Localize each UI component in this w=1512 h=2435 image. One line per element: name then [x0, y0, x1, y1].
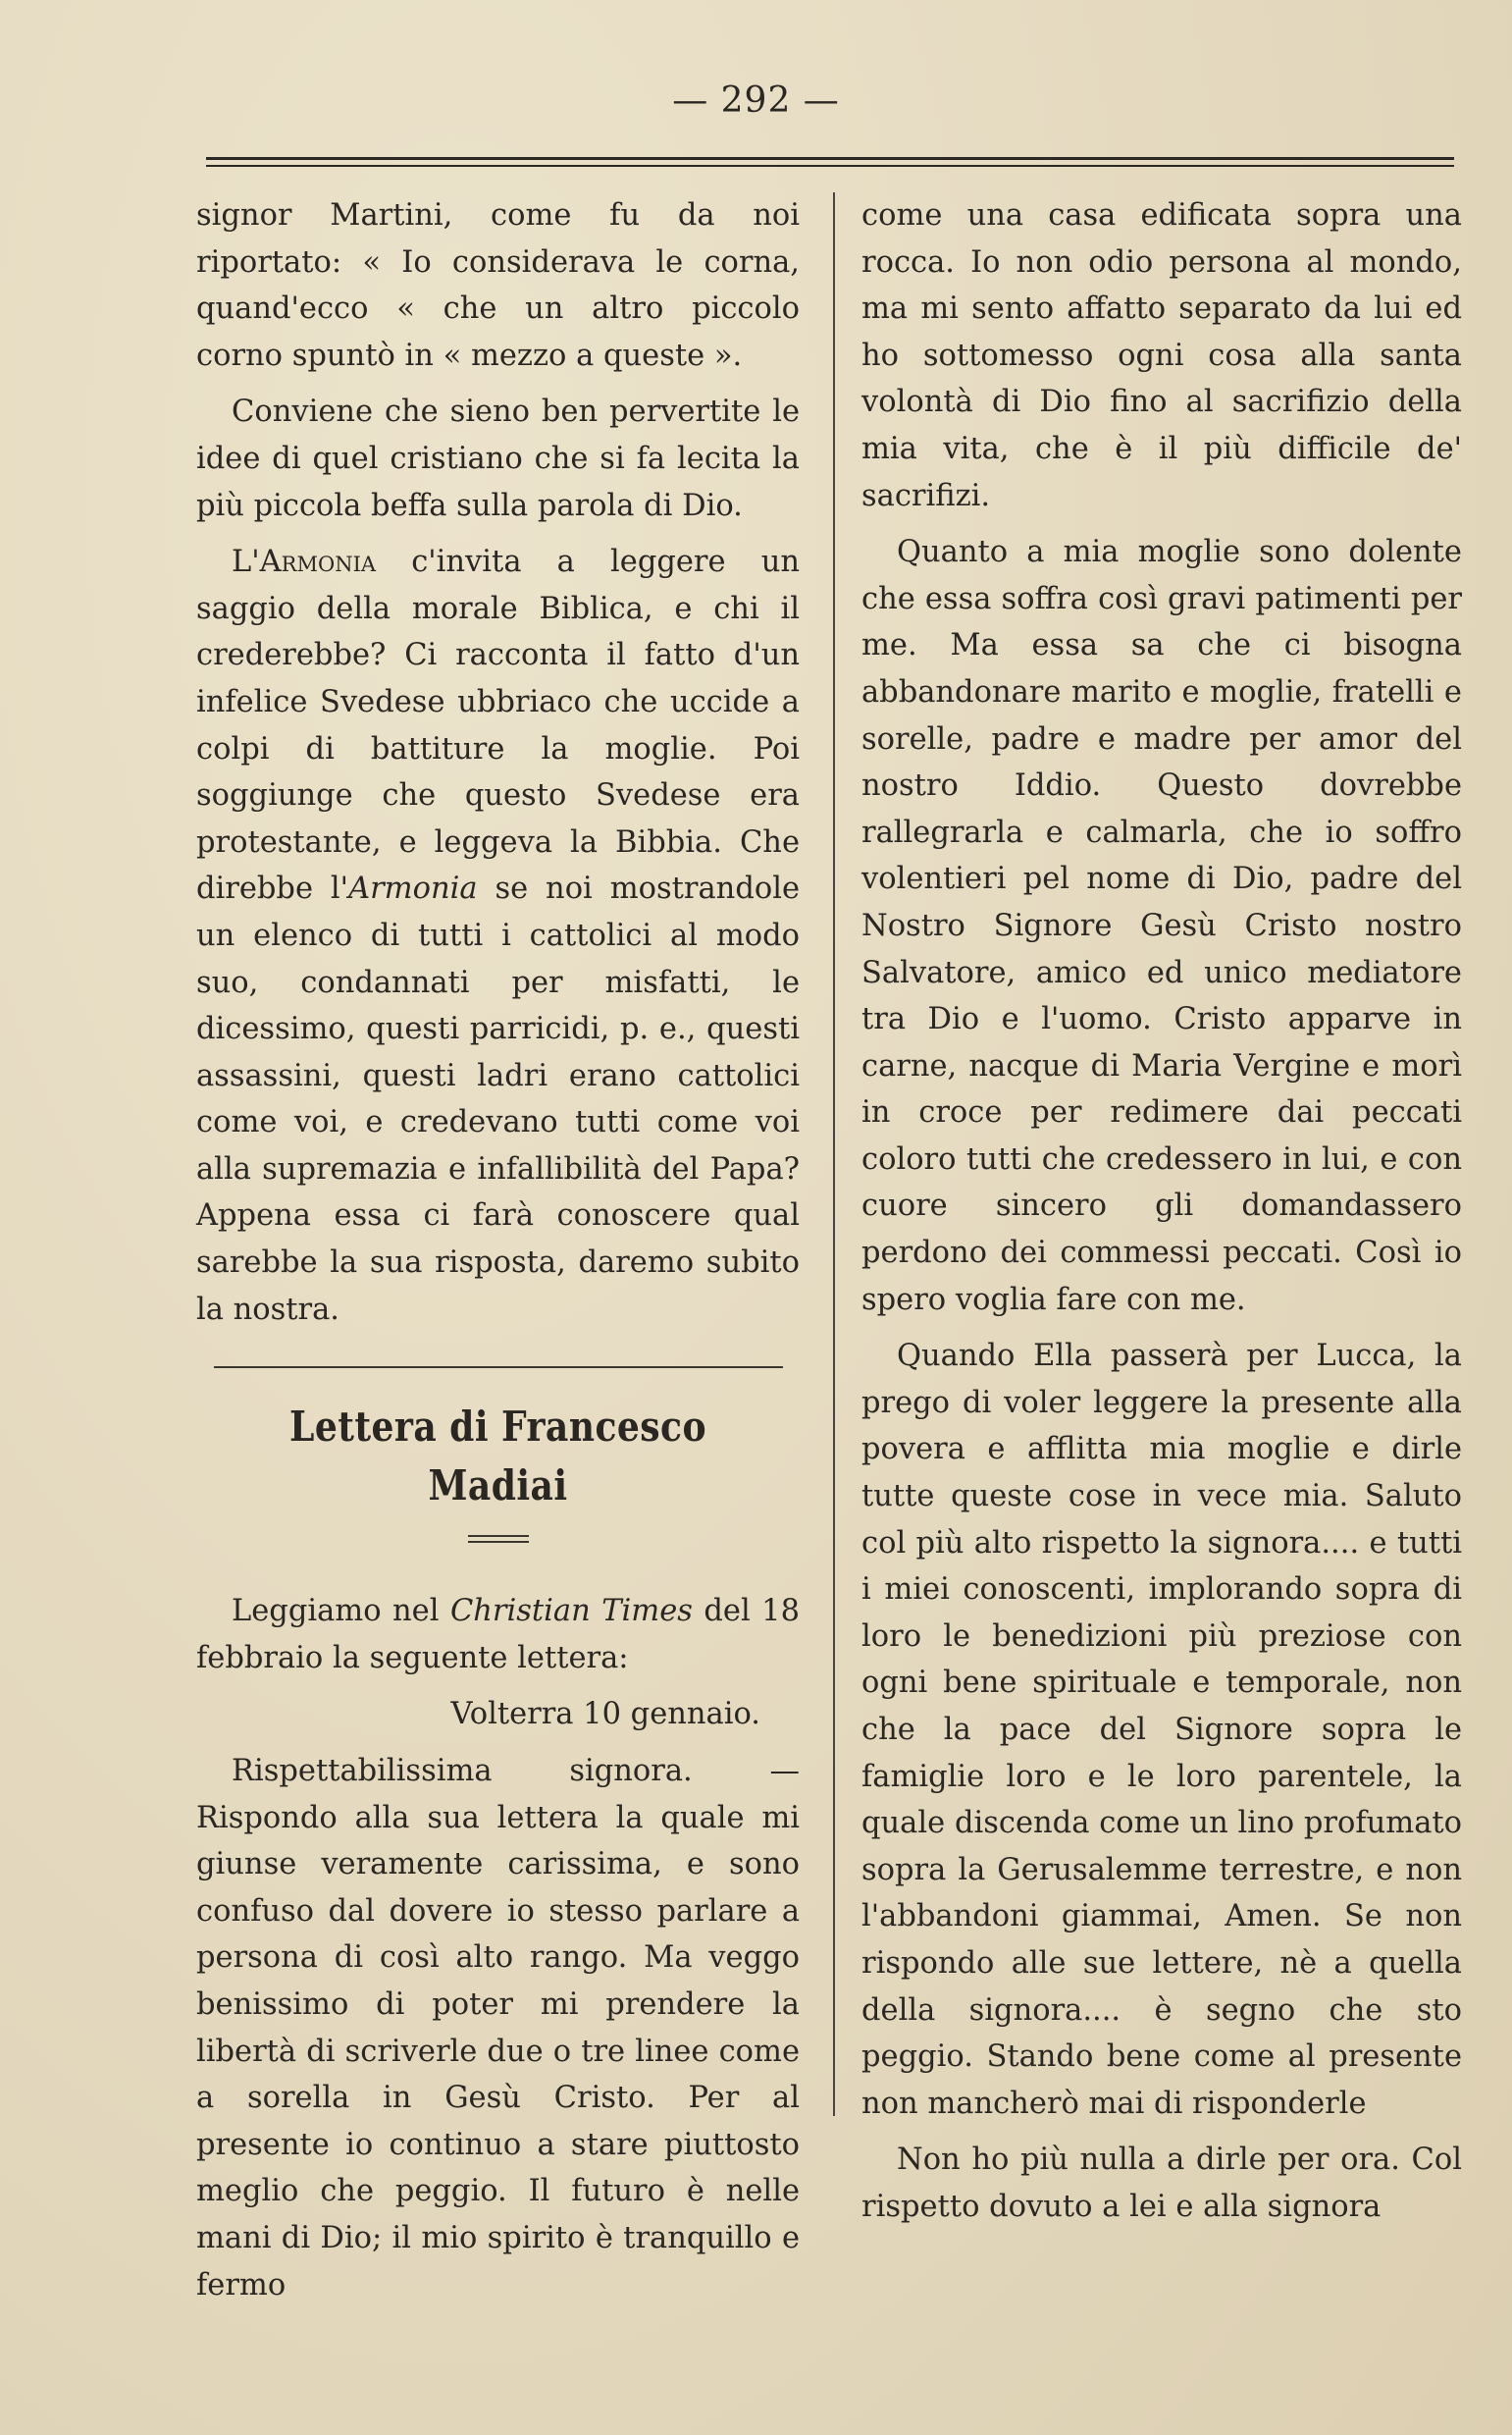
text-run: L': [232, 545, 260, 580]
publication-name-italic: Armonia: [348, 872, 478, 907]
paragraph: Rispettabilissima signora. — Rispondo alla sua lettera la quale mi giunse veramente carissima, e sono confuso dal dovere io stesso parlare a persona di così alto rango. Ma veggo benissimo di poter mi prendere la libertà di scriverle due o tre linee come a sorella in Gesù Cristo. Per al presente io continuo a stare piuttosto meglio che peggio. Il futuro è nelle mani di Dio; il mio spirito è tranquillo e fermo: [196, 1754, 800, 2303]
paragraph: [196, 539, 800, 1333]
paragraph: [196, 1588, 800, 1681]
paragraph: Non ho più nulla a dirle per ora. Col rispetto dovuto a lei e alla signora: [861, 2143, 1462, 2224]
paragraph: Quanto a mia moglie sono dolente che essa soffra così gravi patimenti per me. Ma essa sa che ci bisogna abbandonare marito e moglie, fratelli e sorelle, padre e madre per amor del nostro Iddio. Questo dovrebbe rallegrarla e calmarla, che io soffro volentieri pel nome di Dio, padre del Nostro Signore Gesù Cristo nostro Salvatore, amico ed unico mediatore tra Dio e l'uomo. Cristo apparve in carne, nacque di Maria Vergine e morì in croce per redimere dai peccati coloro tutti che credessero in lui, e con cuore sincero gli domandassero perdono dei commessi peccati. Così io spero voglia fare con me.: [861, 535, 1462, 1317]
section-title: Lettera di Francesco Madiai: [288, 1403, 706, 1510]
paragraph: Quando Ella passerà per Lucca, la prego di voler leggere la presente alla povera e afflitta mia moglie e dirle tutte queste cose in vece mia. Saluto col più alto rispetto la signora.... e tutti i miei conoscenti, implorando sopra di loro le benedizioni più preziose con ogni bene spirituale e temporale, non che la pace del Signore sopra le famiglie loro e le loro parentele, la quale discenda come un lino profumato sopra la Gerusalemme terrestre, e non l'abbandoni giammai, Amen. Se non rispondo alle sue lettere, nè a quella della signora.... è segno che sto peggio. Stando bene come al presente non mancherò mai di risponderle: [861, 1339, 1462, 2121]
newspaper-name: Christian Times: [449, 1594, 693, 1629]
header-rule: [206, 157, 1454, 167]
left-column: [196, 192, 800, 2318]
page-number: — 292 —: [672, 80, 840, 121]
paragraph: come una casa edificata sopra una rocca. Io non odio persona al mondo, ma mi sento affatto separato da lui ed ho sottomesso ogni cosa alla santa volontà di Dio fino al sacrifizio della mia vita, che è il più difficile de' sacrifizi.: [861, 198, 1462, 513]
text-run: del 18 febbraio la seguente lettera:: [196, 1594, 800, 1675]
text-run: c'invita a leggere un saggio della morale Biblica, e chi il crederebbe? Ci racconta il fatto d'un infelice Svedese ubbriaco che uccide a colpi di battiture la moglie. Poi soggiunge che questo Svedese era protestante, e leggeva la Bibbia. Che direbbe l': [196, 545, 800, 907]
publication-name: Armonia: [259, 545, 377, 580]
text-run: se noi mostrandole un elenco di tutti i cattolici al modo suo, condannati per misfatti, le dicessimo, questi parricidi, p. e., questi assassini, questi ladri erano cattolici come voi, e credevano tutti come voi alla supremazia e infallibilità del Papa? Appena essa ci farà conoscere qual sarebbe la sua risposta, daremo subito la nostra.: [196, 872, 801, 1327]
paragraph: Conviene che sieno ben pervertite le idee di quel cristiano che si fa lecita la più piccola beffa sulla parola di Dio.: [196, 395, 800, 523]
paragraph: signor Martini, come fu da noi riportato: « Io considerava le corna, quand'ecco « che un altro piccolo corno spuntò in « mezzo a queste ».: [196, 198, 800, 373]
right-column: [861, 192, 1462, 2241]
section-rule: [214, 1366, 783, 1368]
letter-dateline: Volterra 10 gennaio.: [450, 1697, 760, 1732]
column-divider: [833, 192, 835, 2116]
title-ornament: [468, 1535, 529, 1543]
text-run: Leggiamo nel: [232, 1594, 450, 1629]
